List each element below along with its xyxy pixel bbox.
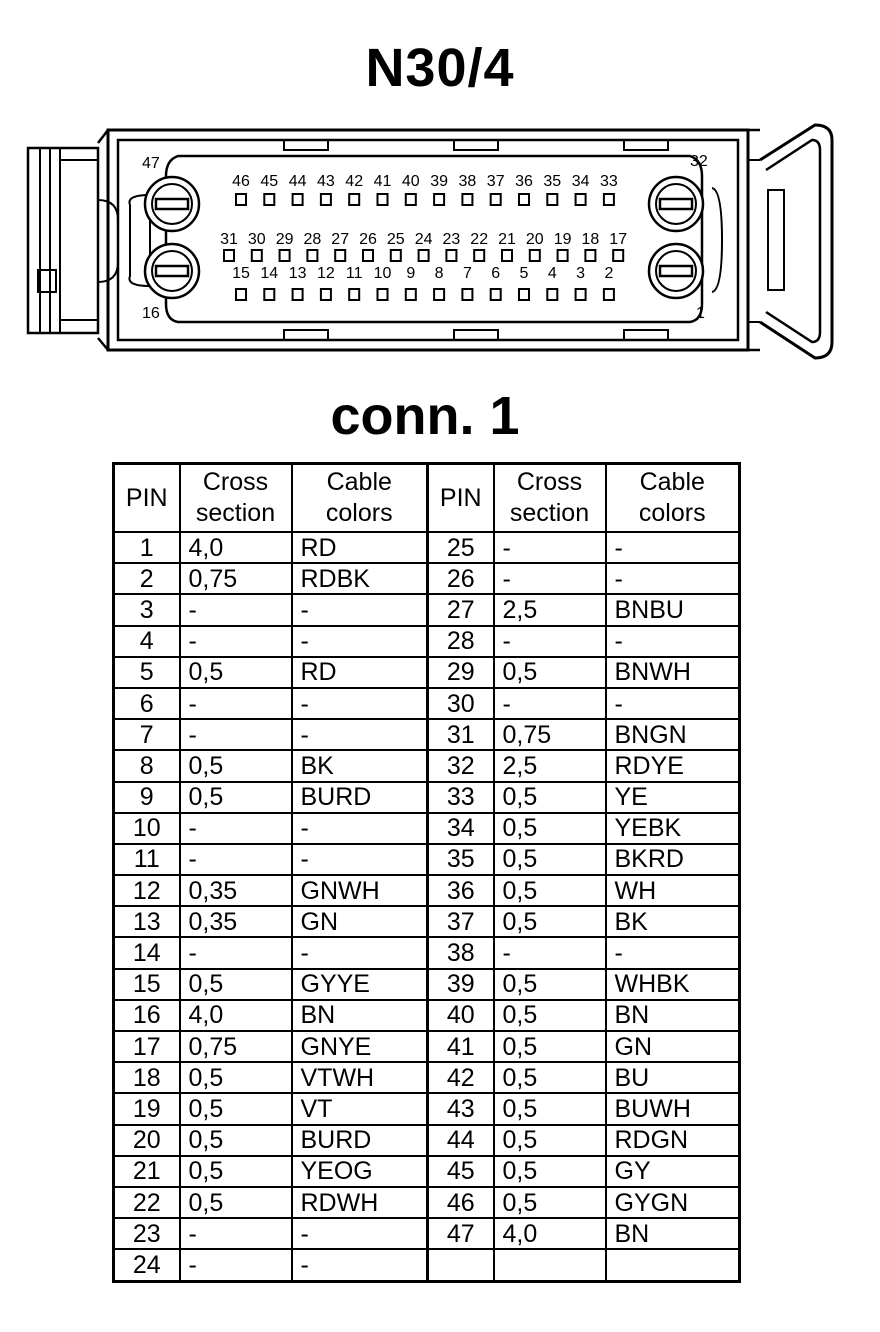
pin-table xyxy=(112,462,741,1283)
cable-color-cell: GNYE xyxy=(292,1031,428,1062)
cable-color-cell: BUWH xyxy=(606,1093,740,1124)
table-row xyxy=(114,875,740,906)
pin-cell: 34 xyxy=(428,813,494,844)
cross-section-cell: 0,35 xyxy=(180,875,292,906)
cross-section-cell: 0,35 xyxy=(180,906,292,937)
cable-color-cell: - xyxy=(292,1218,428,1249)
cross-section-cell: 4,0 xyxy=(180,532,292,563)
pin-number-label: 33 xyxy=(600,173,618,190)
pin-cell: 12 xyxy=(114,875,180,906)
table-row xyxy=(114,1125,740,1156)
cross-section-cell: 0,5 xyxy=(180,1187,292,1218)
pin-number-label: 25 xyxy=(386,231,405,248)
pin-cell: 10 xyxy=(114,813,180,844)
cable-color-cell: - xyxy=(292,844,428,875)
pin-cell: 46 xyxy=(428,1187,494,1218)
cross-section-cell: - xyxy=(180,813,292,844)
pin-cell: 4 xyxy=(114,626,180,657)
cross-section-cell: - xyxy=(494,688,606,719)
pin-cell: 23 xyxy=(114,1218,180,1249)
pin-number-label: 12 xyxy=(317,265,335,282)
cable-color-cell: BK xyxy=(292,750,428,781)
pin-contact-icon xyxy=(530,250,540,261)
pin-number-label: 2 xyxy=(604,265,614,282)
pin-contact-icon xyxy=(547,289,557,300)
table-row xyxy=(114,532,740,563)
pin-number-label: 23 xyxy=(442,231,461,248)
cross-section-cell: 0,5 xyxy=(494,844,606,875)
pin-cell: 16 xyxy=(114,1000,180,1031)
cross-section-cell: 0,75 xyxy=(180,1031,292,1062)
pin-cell: 14 xyxy=(114,937,180,968)
cross-section-cell: 0,5 xyxy=(494,1125,606,1156)
connector-name: conn. 1 xyxy=(330,386,520,446)
cross-section-cell: 0,5 xyxy=(494,1000,606,1031)
cable-color-cell: GN xyxy=(606,1031,740,1062)
cable-color-cell: GN xyxy=(292,906,428,937)
pin-cell: 27 xyxy=(428,594,494,625)
pin-cell: 3 xyxy=(114,594,180,625)
cable-color-cell: - xyxy=(606,563,740,594)
pin-cell: 6 xyxy=(114,688,180,719)
table-row xyxy=(114,594,740,625)
pin-cell: 11 xyxy=(114,844,180,875)
pin-cell: 45 xyxy=(428,1156,494,1187)
cable-color-cell: RDYE xyxy=(606,750,740,781)
header-cable-colors: Cable colors xyxy=(292,464,428,533)
cable-color-cell: - xyxy=(292,937,428,968)
cross-section-cell: - xyxy=(494,563,606,594)
cable-color-cell: GY xyxy=(606,1156,740,1187)
pin-number-label: 35 xyxy=(543,173,562,190)
cross-section-cell: 2,5 xyxy=(494,594,606,625)
pin-contact-icon xyxy=(236,194,246,205)
cable-color-cell: WH xyxy=(606,875,740,906)
pin-cell: 41 xyxy=(428,1031,494,1062)
pin-contact-icon xyxy=(335,250,345,261)
pin-number-label: 8 xyxy=(434,265,444,282)
pin-cell xyxy=(428,1249,494,1281)
cable-color-cell: BN xyxy=(292,1000,428,1031)
cable-color-cell: - xyxy=(606,532,740,563)
cross-section-cell: 0,5 xyxy=(180,657,292,688)
pin-number-label: 41 xyxy=(373,173,392,190)
pin-cell: 8 xyxy=(114,750,180,781)
pin-contact-icon xyxy=(321,194,331,205)
cross-section-cell: 0,5 xyxy=(180,782,292,813)
pin-contact-icon xyxy=(502,250,512,261)
pin-cell: 15 xyxy=(114,969,180,1000)
pin-number-label: 45 xyxy=(260,173,279,190)
pin-contact-icon xyxy=(434,194,444,205)
pin-number-label: 37 xyxy=(486,173,505,190)
cable-color-cell: - xyxy=(292,719,428,750)
pin-number-label: 40 xyxy=(401,173,420,190)
cable-color-cell: BURD xyxy=(292,1125,428,1156)
cable-color-cell: BU xyxy=(606,1062,740,1093)
pin-number-label: 20 xyxy=(525,231,544,248)
cable-color-cell: GYYE xyxy=(292,969,428,1000)
pin-contact-icon xyxy=(604,194,614,205)
pin-contact-icon xyxy=(363,250,373,261)
cable-color-cell: YE xyxy=(606,782,740,813)
table-row xyxy=(114,626,740,657)
pin-number-label: 28 xyxy=(303,231,322,248)
header-pin: PIN xyxy=(428,464,494,533)
pin-contact-icon xyxy=(419,250,429,261)
corner-label-16: 16 xyxy=(142,305,160,322)
pin-cell: 19 xyxy=(114,1093,180,1124)
pin-cell: 26 xyxy=(428,563,494,594)
pin-number-label: 39 xyxy=(430,173,448,190)
pin-cell: 43 xyxy=(428,1093,494,1124)
cable-color-cell: - xyxy=(292,626,428,657)
cross-section-cell: - xyxy=(494,937,606,968)
cable-color-cell: VT xyxy=(292,1093,428,1124)
pin-contact-icon xyxy=(519,194,529,205)
cable-color-cell: RDWH xyxy=(292,1187,428,1218)
cross-section-cell: 0,75 xyxy=(494,719,606,750)
cable-color-cell: BN xyxy=(606,1218,740,1249)
table-row xyxy=(114,1000,740,1031)
pin-number-label: 18 xyxy=(581,231,600,248)
pin-cell: 38 xyxy=(428,937,494,968)
cross-section-cell: 0,5 xyxy=(494,1156,606,1187)
cross-section-cell: - xyxy=(180,937,292,968)
pin-contact-icon xyxy=(252,250,262,261)
table-row xyxy=(114,844,740,875)
pin-contact-icon xyxy=(406,194,416,205)
screw-bottom-right-icon xyxy=(649,244,703,298)
cable-color-cell: - xyxy=(606,626,740,657)
table-row xyxy=(114,813,740,844)
pin-contact-icon xyxy=(349,194,359,205)
cross-section-cell: - xyxy=(180,844,292,875)
pin-number-label: 10 xyxy=(373,265,392,282)
pin-contact-icon xyxy=(462,289,472,300)
pin-number-label: 19 xyxy=(553,231,572,248)
table-header-row xyxy=(114,464,740,533)
cable-color-cell: - xyxy=(292,594,428,625)
cross-section-cell: - xyxy=(180,1249,292,1281)
pin-number-label: 15 xyxy=(232,265,250,282)
pin-contact-icon xyxy=(462,194,472,205)
cable-color-cell: WHBK xyxy=(606,969,740,1000)
pin-number-label: 38 xyxy=(458,173,477,190)
table-row xyxy=(114,750,740,781)
pin-contact-icon xyxy=(349,289,359,300)
pin-number-label: 13 xyxy=(288,265,307,282)
pin-cell: 5 xyxy=(114,657,180,688)
cable-color-cell xyxy=(606,1249,740,1281)
table-row xyxy=(114,937,740,968)
diagram-title: N30/4 xyxy=(365,38,515,98)
screw-bottom-left-icon xyxy=(145,244,199,298)
pin-number-label: 17 xyxy=(609,231,628,248)
cross-section-cell: - xyxy=(180,626,292,657)
cable-color-cell: BN xyxy=(606,1000,740,1031)
pin-cell: 13 xyxy=(114,906,180,937)
table-row xyxy=(114,563,740,594)
table-row xyxy=(114,1031,740,1062)
cross-section-cell: 0,5 xyxy=(494,875,606,906)
pin-number-label: 4 xyxy=(547,265,557,282)
pin-cell: 39 xyxy=(428,969,494,1000)
pin-contact-icon xyxy=(576,289,586,300)
cross-section-cell: 0,5 xyxy=(494,969,606,1000)
pin-contact-icon xyxy=(434,289,444,300)
pin-cell: 33 xyxy=(428,782,494,813)
pin-cell: 21 xyxy=(114,1156,180,1187)
header-cross-section: Cross section xyxy=(494,464,606,533)
cross-section-cell: 0,5 xyxy=(180,1062,292,1093)
pin-number-label: 36 xyxy=(515,173,533,190)
pin-cell: 18 xyxy=(114,1062,180,1093)
cross-section-cell: 0,5 xyxy=(180,1093,292,1124)
pin-contact-icon xyxy=(280,250,290,261)
pin-contact-icon xyxy=(446,250,456,261)
pin-number-label: 6 xyxy=(491,265,501,282)
pin-cell: 29 xyxy=(428,657,494,688)
pin-contact-icon xyxy=(491,194,501,205)
cross-section-cell: - xyxy=(180,1218,292,1249)
pin-contact-icon xyxy=(558,250,568,261)
pin-number-label: 34 xyxy=(571,173,590,190)
cable-color-cell: BKRD xyxy=(606,844,740,875)
pin-number-label: 9 xyxy=(406,265,416,282)
cross-section-cell: 0,5 xyxy=(180,750,292,781)
cross-section-cell xyxy=(494,1249,606,1281)
table-row xyxy=(114,906,740,937)
pin-number-label: 27 xyxy=(331,231,350,248)
pin-contact-icon xyxy=(613,250,623,261)
table-row xyxy=(114,719,740,750)
screw-top-left-icon xyxy=(145,177,199,231)
cable-color-cell: BK xyxy=(606,906,740,937)
pin-cell: 28 xyxy=(428,626,494,657)
pin-cell: 20 xyxy=(114,1125,180,1156)
pin-contact-icon xyxy=(406,289,416,300)
cross-section-cell: - xyxy=(494,626,606,657)
table-row xyxy=(114,1249,740,1281)
pin-cell: 7 xyxy=(114,719,180,750)
cable-color-cell: RDBK xyxy=(292,563,428,594)
cross-section-cell: 0,5 xyxy=(180,969,292,1000)
table-row xyxy=(114,969,740,1000)
pin-number-label: 46 xyxy=(232,173,250,190)
pin-contact-icon xyxy=(474,250,484,261)
cable-color-cell: GNWH xyxy=(292,875,428,906)
pin-contact-icon xyxy=(576,194,586,205)
pin-cell: 35 xyxy=(428,844,494,875)
table-row xyxy=(114,1187,740,1218)
pin-cell: 42 xyxy=(428,1062,494,1093)
cross-section-cell: - xyxy=(494,532,606,563)
pin-cell: 25 xyxy=(428,532,494,563)
cross-section-cell: 0,5 xyxy=(494,657,606,688)
pin-number-label: 14 xyxy=(260,265,279,282)
connector-diagram xyxy=(0,118,880,368)
table-row xyxy=(114,782,740,813)
corner-label-47: 47 xyxy=(142,155,160,172)
pin-contact-icon xyxy=(224,250,234,261)
cable-color-cell: BNGN xyxy=(606,719,740,750)
pin-contact-icon xyxy=(293,194,303,205)
pin-contact-icon xyxy=(236,289,246,300)
pin-cell: 1 xyxy=(114,532,180,563)
cross-section-cell: 0,5 xyxy=(494,782,606,813)
header-cable-colors: Cable colors xyxy=(606,464,740,533)
header-pin: PIN xyxy=(114,464,180,533)
pin-number-label: 31 xyxy=(220,231,238,248)
table-row xyxy=(114,1156,740,1187)
cable-color-cell: GYGN xyxy=(606,1187,740,1218)
table-row xyxy=(114,1062,740,1093)
cable-color-cell: VTWH xyxy=(292,1062,428,1093)
cable-color-cell: - xyxy=(606,937,740,968)
pin-contact-icon xyxy=(321,289,331,300)
pin-contact-icon xyxy=(307,250,317,261)
pin-contact-icon xyxy=(585,250,595,261)
pin-contact-icon xyxy=(604,289,614,300)
header-cross-section: Cross section xyxy=(180,464,292,533)
cross-section-cell: 0,5 xyxy=(494,1062,606,1093)
cross-section-cell: 4,0 xyxy=(180,1000,292,1031)
pin-number-label: 11 xyxy=(345,265,363,282)
cross-section-cell: 0,5 xyxy=(494,1031,606,1062)
cable-color-cell: YEOG xyxy=(292,1156,428,1187)
table-row xyxy=(114,657,740,688)
pin-number-label: 30 xyxy=(247,231,266,248)
right-bracket xyxy=(712,125,832,358)
cross-section-cell: 0,5 xyxy=(180,1125,292,1156)
pin-number-label: 29 xyxy=(275,231,294,248)
cable-color-cell: YEBK xyxy=(606,813,740,844)
pin-cell: 22 xyxy=(114,1187,180,1218)
pin-contact-icon xyxy=(547,194,557,205)
cross-section-cell: 0,5 xyxy=(494,1093,606,1124)
pin-cell: 9 xyxy=(114,782,180,813)
cross-section-cell: 0,5 xyxy=(494,1187,606,1218)
cross-section-cell: 0,5 xyxy=(494,813,606,844)
pin-contact-icon xyxy=(264,194,274,205)
pin-cell: 2 xyxy=(114,563,180,594)
cross-section-cell: 0,75 xyxy=(180,563,292,594)
corner-label-32: 32 xyxy=(690,153,708,170)
cross-section-cell: 0,5 xyxy=(494,906,606,937)
cable-color-cell: BNBU xyxy=(606,594,740,625)
cross-section-cell: 0,5 xyxy=(180,1156,292,1187)
cable-color-cell: - xyxy=(292,813,428,844)
pin-number-label: 5 xyxy=(519,265,529,282)
pin-number-label: 26 xyxy=(359,231,377,248)
table-row xyxy=(114,1218,740,1249)
cross-section-cell: - xyxy=(180,688,292,719)
pin-number-label: 42 xyxy=(345,173,364,190)
pin-cell: 47 xyxy=(428,1218,494,1249)
pin-number-label: 7 xyxy=(462,265,472,282)
cable-color-cell: - xyxy=(292,1249,428,1281)
pin-number-label: 43 xyxy=(317,173,335,190)
cross-section-cell: 4,0 xyxy=(494,1218,606,1249)
cable-color-cell: RD xyxy=(292,657,428,688)
pin-cell: 36 xyxy=(428,875,494,906)
pin-rows xyxy=(220,173,627,300)
table-row xyxy=(114,688,740,719)
pin-cell: 37 xyxy=(428,906,494,937)
pin-contact-icon xyxy=(519,289,529,300)
pin-contact-icon xyxy=(378,289,388,300)
cable-color-cell: RD xyxy=(292,532,428,563)
cross-section-cell: - xyxy=(180,594,292,625)
pin-number-label: 21 xyxy=(498,231,516,248)
pin-number-label: 44 xyxy=(288,173,307,190)
pin-contact-icon xyxy=(491,289,501,300)
cable-color-cell: RDGN xyxy=(606,1125,740,1156)
table-row xyxy=(114,1093,740,1124)
corner-label-1: 1 xyxy=(696,305,705,322)
cable-color-cell: BURD xyxy=(292,782,428,813)
cable-color-cell: - xyxy=(606,688,740,719)
pin-number-label: 3 xyxy=(576,265,586,282)
pin-cell: 44 xyxy=(428,1125,494,1156)
pin-number-label: 24 xyxy=(414,231,433,248)
pin-cell: 31 xyxy=(428,719,494,750)
pin-cell: 32 xyxy=(428,750,494,781)
cable-color-cell: - xyxy=(292,688,428,719)
left-latch xyxy=(28,130,118,350)
pin-cell: 24 xyxy=(114,1249,180,1281)
pin-number-label: 22 xyxy=(470,231,489,248)
pin-cell: 40 xyxy=(428,1000,494,1031)
pin-cell: 30 xyxy=(428,688,494,719)
pin-contact-icon xyxy=(391,250,401,261)
pin-contact-icon xyxy=(378,194,388,205)
screw-top-right-icon xyxy=(649,177,703,231)
cross-section-cell: - xyxy=(180,719,292,750)
pin-contact-icon xyxy=(264,289,274,300)
pin-contact-icon xyxy=(293,289,303,300)
cable-color-cell: BNWH xyxy=(606,657,740,688)
cross-section-cell: 2,5 xyxy=(494,750,606,781)
pin-cell: 17 xyxy=(114,1031,180,1062)
